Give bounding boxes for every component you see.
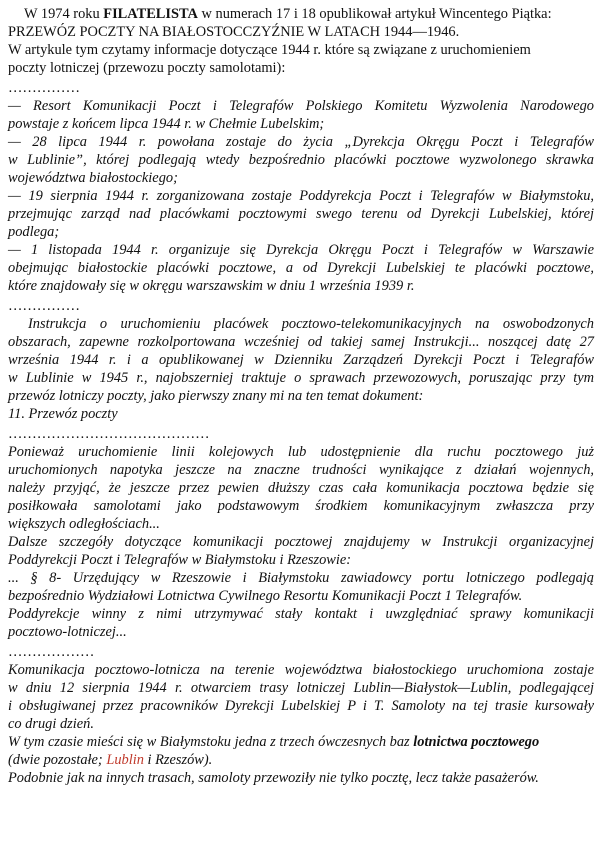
quote1-line: — 19 sierpnia 1944 r. zorganizowana zostaje Poddyrekcja Poczt i Telegrafów w Białymstoku, — [8, 188, 594, 204]
closing-line: w dniu 12 sierpnia 1944 r. otwarciem trasy lotniczej Lublin—Białystok—Lublin, podlegającej — [8, 680, 594, 696]
ellipsis-separator-1: …………… — [8, 80, 80, 96]
quote3-line: bezpośrednio Wydziałowi Lotnictwa Cywilnego Resortu Komunikacji Poczt 1 Telegrafów. — [8, 588, 523, 604]
article-title: PRZEWÓZ POCZTY NA BIAŁOSTOCCZYŹNIE W LATACH 1944—1946. — [8, 24, 460, 40]
quote3-line: większych odległościach... — [8, 516, 160, 532]
quote1-line: województwa białostockiego; — [8, 170, 178, 186]
final-line: Podobnie jak na innych trasach, samoloty przewoziły nie tylko pocztę, lecz także pasażerów. — [8, 770, 539, 786]
article-page — [8, 5, 594, 787]
intro-line-1 — [8, 5, 594, 23]
base-line-2 — [8, 751, 594, 769]
quote3-line: pocztowo-lotniczej... — [8, 624, 127, 640]
quote2-line: Instrukcja o uruchomieniu placówek pocztowo-telekomunikacyjnych na oswobodzonych — [28, 316, 594, 332]
quote2-line: w Lublinie w 1945 r., najobszerniej traktuje o sprawach przewozowych, poruszając przy tym — [8, 370, 594, 386]
quote3-line: uruchomionych napotyka jeszcze na znaczne trudności wynikające z działań wojennych, — [8, 462, 594, 478]
quote1-line: — 28 lipca 1944 r. powołana zostaje do życia „Dyrekcja Okręgu Poczt i Telegrafów — [8, 134, 594, 150]
quote3-line: ... § 8- Urzędujący w Rzeszowie i Białymstoku zawiadowcy portu lotniczego podlegają — [8, 570, 594, 586]
quote1-line: — Resort Komunikacji Poczt i Telegrafów Polskiego Komitetu Wyzwolenia Narodowego — [8, 98, 594, 114]
quote1-line: przejmując zarząd nad placówkami pocztowymi swego terenu od Dyrekcji Lubelskiej, której — [8, 206, 594, 222]
quote1-line: w Lublinie”, której podlegają wtedy bezpośrednio placówki pocztowe wyzwolonego skrawka — [8, 152, 594, 168]
quote-block-1 — [8, 97, 594, 295]
quote2-line: września 1944 r. i a opublikowanej w Dzienniku Zarządzeń Dyrekcji Poczt i Telegrafów — [8, 352, 594, 368]
base-line-1 — [8, 733, 594, 751]
closing-line: co drugi dzień. — [8, 716, 94, 732]
quote2-line: 11. Przewóz poczty — [8, 406, 118, 422]
ellipsis-separator-3: …………………………………… — [8, 426, 210, 442]
quote2-line: obszarach, zapewne rozkolportowana wcześniej od takiej samej Instrukcji... noszącej datę 27 — [8, 334, 594, 350]
closing-line: Komunikacja pocztowo-lotnicza na terenie województwa białostockiego uruchomiona zostaje — [8, 662, 594, 678]
quote3-line: Poddyrekcje winny z nimi utrzymywać stały kontakt i uwzględniać sprawy komunikacji — [8, 606, 594, 622]
quote-block-3 — [8, 443, 594, 641]
intro-line-1-post: w numerach 17 i 18 opublikował artykuł Wincentego Piątka: — [197, 6, 552, 22]
base-line-2-pre: (dwie pozostałe; — [8, 752, 107, 768]
closing-line: i obsługiwanej przez pracowników Dyrekcji Lubelskiej P i T. Samoloty na tej trasie kursowały — [8, 698, 594, 714]
ellipsis-separator-4: ……………… — [8, 644, 95, 660]
intro-line-1-pre: W 1974 roku — [24, 6, 104, 22]
quote1-line: obejmując białostockie placówki pocztowe, a od Dyrekcji Lubelskiej te placówki pocztowe, — [8, 260, 594, 276]
quote1-line: które znajdowały się w okręgu warszawskim w dniu 1 września 1939 r. — [8, 278, 415, 294]
ellipsis-separator-2: …………… — [8, 298, 80, 314]
closing-block — [8, 661, 594, 787]
quote3-line: Poddyrekcji Poczt i Telegrafów w Białymstoku i Rzeszowie: — [8, 552, 352, 568]
intro-line-4: poczty lotniczej (przewozu poczty samolotami): — [8, 60, 286, 76]
quote3-line: należy przyjąć, że jeszcze przez pewien dłuższy czas cała komunikacja pocztowa będzie się — [8, 480, 594, 496]
quote3-line: Dalsze szczegóły dotyczące komunikacji pocztowej znajdujemy w Instrukcji organizacyjnej — [8, 534, 594, 550]
quote3-line: Ponieważ uruchomienie linii kolejowych lub udostępnienie dla ruchu pocztowego już — [8, 444, 594, 460]
quote1-line: powstaje z końcem lipca 1944 r. w Chełmie Lubelskim; — [8, 116, 325, 132]
postal-aviation-emphasis: lotnictwa pocztowego — [413, 734, 540, 750]
quote-block-2 — [8, 315, 594, 423]
quote1-line: — 1 listopada 1944 r. organizuje się Dyrekcja Okręgu Poczt i Telegrafów w Warszawie — [8, 242, 594, 258]
magazine-title: FILATELISTA — [103, 6, 198, 22]
lublin-highlight: Lublin — [106, 752, 144, 768]
quote1-line: podlega; — [8, 224, 60, 240]
quote2-line: przewóz lotniczy poczty, jako pierwszy znany mi na ten temat dokument: — [8, 388, 424, 404]
quote3-line: posiłkowała samolotami jako podstawowym środkiem komunikacyjnym zwłaszcza przy — [8, 498, 594, 514]
intro-line-3: W artykule tym czytamy informacje dotyczące 1944 r. które są związane z uruchomieniem — [8, 42, 531, 58]
base-line-1-pre: W tym czasie mieści się w Białymstoku jedna z trzech ówczesnych baz — [8, 734, 414, 750]
base-line-2-post: i Rzeszów). — [143, 752, 213, 768]
